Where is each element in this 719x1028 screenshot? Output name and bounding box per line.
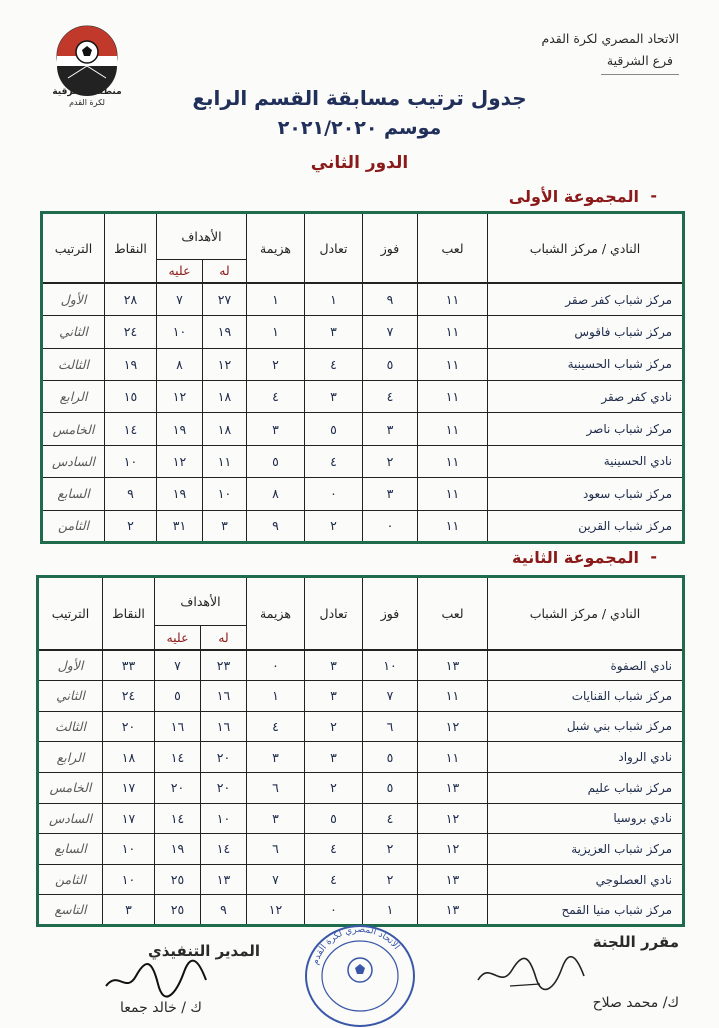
cell-rank: السابع bbox=[38, 834, 103, 865]
cell-points: ١٠ bbox=[103, 864, 155, 895]
cell-goals-against: ٧ bbox=[155, 650, 201, 681]
cell-club: مركز شباب الحسينية bbox=[488, 348, 684, 380]
col-points: النقاط bbox=[103, 577, 155, 650]
cell-club: مركز شباب القنايات bbox=[488, 681, 684, 712]
cell-won: ٤ bbox=[363, 803, 418, 834]
cell-lost: ٥ bbox=[247, 445, 305, 477]
table-row bbox=[42, 316, 684, 348]
cell-rank: الثامن bbox=[38, 864, 103, 895]
cell-goals-for: ١١ bbox=[203, 445, 247, 477]
cell-points: ١٧ bbox=[103, 803, 155, 834]
cell-rank: السابع bbox=[42, 478, 105, 510]
cell-lost: ١ bbox=[247, 316, 305, 348]
cell-rank: التاسع bbox=[38, 895, 103, 926]
cell-goals-for: ١٠ bbox=[203, 478, 247, 510]
cell-goals-for: ٢٣ bbox=[201, 650, 247, 681]
cell-rank: الأول bbox=[42, 283, 105, 315]
cell-drawn: ٥ bbox=[305, 803, 363, 834]
cell-goals-for: ١٨ bbox=[203, 413, 247, 445]
cell-goals-for: ٣ bbox=[203, 510, 247, 542]
col-goals-against: عليه bbox=[157, 259, 203, 283]
col-club: النادي / مركز الشباب bbox=[488, 577, 684, 650]
cell-club: مركز شباب فاقوس bbox=[488, 316, 684, 348]
cell-won: ٥ bbox=[363, 742, 418, 773]
cell-lost: ٣ bbox=[247, 803, 305, 834]
season: موسم ٢٠٢١/٢٠٢٠ bbox=[277, 117, 442, 139]
table-row bbox=[42, 413, 684, 445]
cell-club: نادي العصلوجي bbox=[488, 864, 684, 895]
cell-lost: ٩ bbox=[247, 510, 305, 542]
cell-club: مركز شباب القرين bbox=[488, 510, 684, 542]
cell-played: ١١ bbox=[418, 742, 488, 773]
cell-won: ٣ bbox=[363, 413, 418, 445]
cell-drawn: ٣ bbox=[305, 650, 363, 681]
cell-played: ١١ bbox=[418, 445, 488, 477]
cell-club: نادي بروسيا bbox=[488, 803, 684, 834]
cell-lost: ١ bbox=[247, 283, 305, 315]
cell-played: ١١ bbox=[418, 348, 488, 380]
cell-points: ١٥ bbox=[105, 381, 157, 413]
cell-drawn: ٠ bbox=[305, 478, 363, 510]
cell-points: ٢٤ bbox=[105, 316, 157, 348]
cell-won: ١٠ bbox=[363, 650, 418, 681]
table-row bbox=[38, 772, 684, 803]
cell-rank: الثالث bbox=[42, 348, 105, 380]
cell-won: ٣ bbox=[363, 478, 418, 510]
cell-goals-against: ١٦ bbox=[155, 711, 201, 742]
cell-drawn: ٢ bbox=[305, 711, 363, 742]
cell-drawn: ٣ bbox=[305, 742, 363, 773]
cell-rank: السادس bbox=[42, 445, 105, 477]
cell-won: ٧ bbox=[363, 316, 418, 348]
cell-won: ٥ bbox=[363, 772, 418, 803]
cell-lost: ٣ bbox=[247, 413, 305, 445]
cell-club: مركز شباب العزيزية bbox=[488, 834, 684, 865]
cell-club: مركز شباب ناصر bbox=[488, 413, 684, 445]
cell-drawn: ٤ bbox=[305, 348, 363, 380]
stamp-text: الاتحاد المصري لكرة القدم bbox=[310, 924, 402, 966]
cell-club: مركز شباب كفر صقر bbox=[488, 283, 684, 315]
col-goals: الأهداف bbox=[155, 577, 247, 626]
cell-lost: ٧ bbox=[247, 864, 305, 895]
col-won: فوز bbox=[363, 577, 418, 650]
cell-rank: الرابع bbox=[42, 381, 105, 413]
cell-goals-against: ٥ bbox=[155, 681, 201, 712]
cell-club: مركز شباب سعود bbox=[488, 478, 684, 510]
col-goals-against: عليه bbox=[155, 625, 201, 650]
cell-goals-for: ٩ bbox=[201, 895, 247, 926]
cell-points: ٩ bbox=[105, 478, 157, 510]
cell-played: ١١ bbox=[418, 381, 488, 413]
cell-points: ١٧ bbox=[103, 772, 155, 803]
cell-goals-against: ٢٥ bbox=[155, 864, 201, 895]
col-rank: الترتيب bbox=[38, 577, 103, 650]
cell-goals-against: ٧ bbox=[157, 283, 203, 315]
cell-points: ٢ bbox=[105, 510, 157, 542]
cell-played: ١٢ bbox=[418, 834, 488, 865]
cell-club: مركز شباب عليم bbox=[488, 772, 684, 803]
cell-goals-for: ١٠ bbox=[201, 803, 247, 834]
cell-goals-against: ١٩ bbox=[157, 478, 203, 510]
cell-points: ٢٨ bbox=[105, 283, 157, 315]
federation-name: الاتحاد المصري لكرة القدم bbox=[541, 31, 679, 46]
cell-lost: ٢ bbox=[247, 348, 305, 380]
cell-goals-for: ١٩ bbox=[203, 316, 247, 348]
group2-standings-table bbox=[36, 575, 685, 927]
cell-played: ١٣ bbox=[418, 772, 488, 803]
cell-drawn: ٤ bbox=[305, 864, 363, 895]
table-row bbox=[42, 348, 684, 380]
cell-played: ١١ bbox=[418, 478, 488, 510]
cell-club: نادي الحسينية bbox=[488, 445, 684, 477]
table-row bbox=[38, 681, 684, 712]
cell-drawn: ٣ bbox=[305, 316, 363, 348]
cell-club: نادي الصفوة bbox=[488, 650, 684, 681]
cell-goals-for: ١٦ bbox=[201, 681, 247, 712]
cell-goals-against: ٣١ bbox=[157, 510, 203, 542]
cell-rank: الثاني bbox=[38, 681, 103, 712]
col-lost: هزيمة bbox=[247, 577, 305, 650]
cell-points: ١٠ bbox=[103, 834, 155, 865]
col-goals-for: له bbox=[203, 259, 247, 283]
director-name: ك / خالد جمعا bbox=[120, 1000, 202, 1016]
cell-played: ١١ bbox=[418, 681, 488, 712]
cell-points: ٣٣ bbox=[103, 650, 155, 681]
committee-title: مقرر اللجنة bbox=[592, 933, 679, 951]
cell-won: ٦ bbox=[363, 711, 418, 742]
cell-won: ١ bbox=[363, 895, 418, 926]
cell-rank: الثاني bbox=[42, 316, 105, 348]
col-drawn: تعادل bbox=[305, 213, 363, 284]
col-club: النادي / مركز الشباب bbox=[488, 213, 684, 284]
cell-played: ١٢ bbox=[418, 803, 488, 834]
cell-club: مركز شباب منيا القمح bbox=[488, 895, 684, 926]
cell-goals-against: ٨ bbox=[157, 348, 203, 380]
cell-lost: ٠ bbox=[247, 650, 305, 681]
cell-played: ١١ bbox=[418, 413, 488, 445]
cell-played: ١٣ bbox=[418, 650, 488, 681]
col-won: فوز bbox=[363, 213, 418, 284]
cell-drawn: ٤ bbox=[305, 445, 363, 477]
cell-points: ٢٤ bbox=[103, 681, 155, 712]
cell-rank: الأول bbox=[38, 650, 103, 681]
cell-rank: السادس bbox=[38, 803, 103, 834]
cell-lost: ٦ bbox=[247, 834, 305, 865]
cell-lost: ١٢ bbox=[247, 895, 305, 926]
col-lost: هزيمة bbox=[247, 213, 305, 284]
cell-goals-for: ١٨ bbox=[203, 381, 247, 413]
cell-goals-for: ٢٠ bbox=[201, 742, 247, 773]
group2-dash: - bbox=[650, 547, 657, 566]
cell-goals-for: ١٤ bbox=[201, 834, 247, 865]
cell-lost: ٣ bbox=[247, 742, 305, 773]
official-stamp bbox=[300, 918, 420, 1028]
cell-points: ١٩ bbox=[105, 348, 157, 380]
cell-won: ٤ bbox=[363, 381, 418, 413]
table-row bbox=[42, 510, 684, 542]
group2-title: المجموعة الثانية bbox=[512, 548, 639, 567]
cell-lost: ٤ bbox=[247, 711, 305, 742]
cell-won: ٢ bbox=[363, 834, 418, 865]
cell-club: مركز شباب بني شبل bbox=[488, 711, 684, 742]
cell-won: ٢ bbox=[363, 445, 418, 477]
cell-drawn: ٢ bbox=[305, 772, 363, 803]
cell-played: ١٢ bbox=[418, 711, 488, 742]
cell-won: ٩ bbox=[363, 283, 418, 315]
federation-header bbox=[541, 28, 679, 75]
table-row bbox=[38, 711, 684, 742]
col-goals-for: له bbox=[201, 625, 247, 650]
cell-goals-for: ١٦ bbox=[201, 711, 247, 742]
committee-signature bbox=[470, 950, 590, 995]
col-goals: الأهداف bbox=[157, 213, 247, 260]
cell-played: ١١ bbox=[418, 283, 488, 315]
table-row bbox=[42, 478, 684, 510]
page-title: جدول ترتيب مسابقة القسم الرابع bbox=[192, 86, 527, 110]
cell-lost: ٦ bbox=[247, 772, 305, 803]
cell-lost: ٨ bbox=[247, 478, 305, 510]
director-title: المدير التنفيذي bbox=[148, 942, 261, 960]
cell-goals-for: ٢٠ bbox=[201, 772, 247, 803]
cell-points: ٢٠ bbox=[103, 711, 155, 742]
cell-club: نادي كفر صقر bbox=[488, 381, 684, 413]
cell-goals-against: ١٤ bbox=[155, 742, 201, 773]
cell-rank: الثامن bbox=[42, 510, 105, 542]
col-played: لعب bbox=[418, 213, 488, 284]
cell-goals-against: ١٩ bbox=[155, 834, 201, 865]
table-row bbox=[38, 742, 684, 773]
cell-points: ١٤ bbox=[105, 413, 157, 445]
cell-goals-against: ٢٠ bbox=[155, 772, 201, 803]
cell-goals-against: ٢٥ bbox=[155, 895, 201, 926]
table-row bbox=[38, 803, 684, 834]
cell-goals-against: ١٩ bbox=[157, 413, 203, 445]
cell-drawn: ٢ bbox=[305, 510, 363, 542]
cell-won: ٢ bbox=[363, 864, 418, 895]
cell-drawn: ١ bbox=[305, 283, 363, 315]
cell-goals-for: ١٢ bbox=[203, 348, 247, 380]
svg-text:منطقة الشرقية: منطقة الشرقية bbox=[52, 87, 122, 97]
table-row bbox=[42, 445, 684, 477]
table-row bbox=[38, 864, 684, 895]
cell-rank: الخامس bbox=[38, 772, 103, 803]
cell-goals-for: ٢٧ bbox=[203, 283, 247, 315]
cell-rank: الخامس bbox=[42, 413, 105, 445]
cell-lost: ٤ bbox=[247, 381, 305, 413]
cell-rank: الثالث bbox=[38, 711, 103, 742]
cell-won: ٧ bbox=[363, 681, 418, 712]
col-played: لعب bbox=[418, 577, 488, 650]
cell-rank: الرابع bbox=[38, 742, 103, 773]
cell-lost: ١ bbox=[247, 681, 305, 712]
branch-name: فرع الشرقية bbox=[601, 50, 679, 75]
committee-name: ك/ محمد صلاح bbox=[592, 995, 679, 1011]
col-points: النقاط bbox=[105, 213, 157, 284]
cell-drawn: ٥ bbox=[305, 413, 363, 445]
cell-drawn: ٣ bbox=[305, 381, 363, 413]
group1-title: المجموعة الأولى bbox=[508, 187, 639, 206]
cell-played: ١١ bbox=[418, 510, 488, 542]
svg-text:لكرة القدم: لكرة القدم bbox=[69, 98, 105, 107]
cell-won: ٠ bbox=[363, 510, 418, 542]
cell-drawn: ٤ bbox=[305, 834, 363, 865]
col-drawn: تعادل bbox=[305, 577, 363, 650]
group1-standings-table bbox=[40, 211, 685, 544]
cell-played: ١٣ bbox=[418, 864, 488, 895]
group1-dash: - bbox=[650, 186, 657, 205]
round: الدور الثاني bbox=[310, 153, 409, 173]
table-row bbox=[38, 650, 684, 681]
cell-drawn: ٣ bbox=[305, 681, 363, 712]
cell-points: ٣ bbox=[103, 895, 155, 926]
cell-points: ١٨ bbox=[103, 742, 155, 773]
cell-goals-for: ١٣ bbox=[201, 864, 247, 895]
director-signature bbox=[100, 950, 210, 1000]
cell-club: نادي الرواد bbox=[488, 742, 684, 773]
cell-played: ١٣ bbox=[418, 895, 488, 926]
cell-drawn: ٠ bbox=[305, 895, 363, 926]
table-row bbox=[42, 381, 684, 413]
cell-points: ١٠ bbox=[105, 445, 157, 477]
cell-goals-against: ١٢ bbox=[157, 445, 203, 477]
col-rank: الترتيب bbox=[42, 213, 105, 284]
table-row bbox=[38, 834, 684, 865]
cell-goals-against: ١٤ bbox=[155, 803, 201, 834]
table-row bbox=[42, 283, 684, 315]
cell-played: ١١ bbox=[418, 316, 488, 348]
cell-goals-against: ١٢ bbox=[157, 381, 203, 413]
cell-goals-against: ١٠ bbox=[157, 316, 203, 348]
cell-won: ٥ bbox=[363, 348, 418, 380]
